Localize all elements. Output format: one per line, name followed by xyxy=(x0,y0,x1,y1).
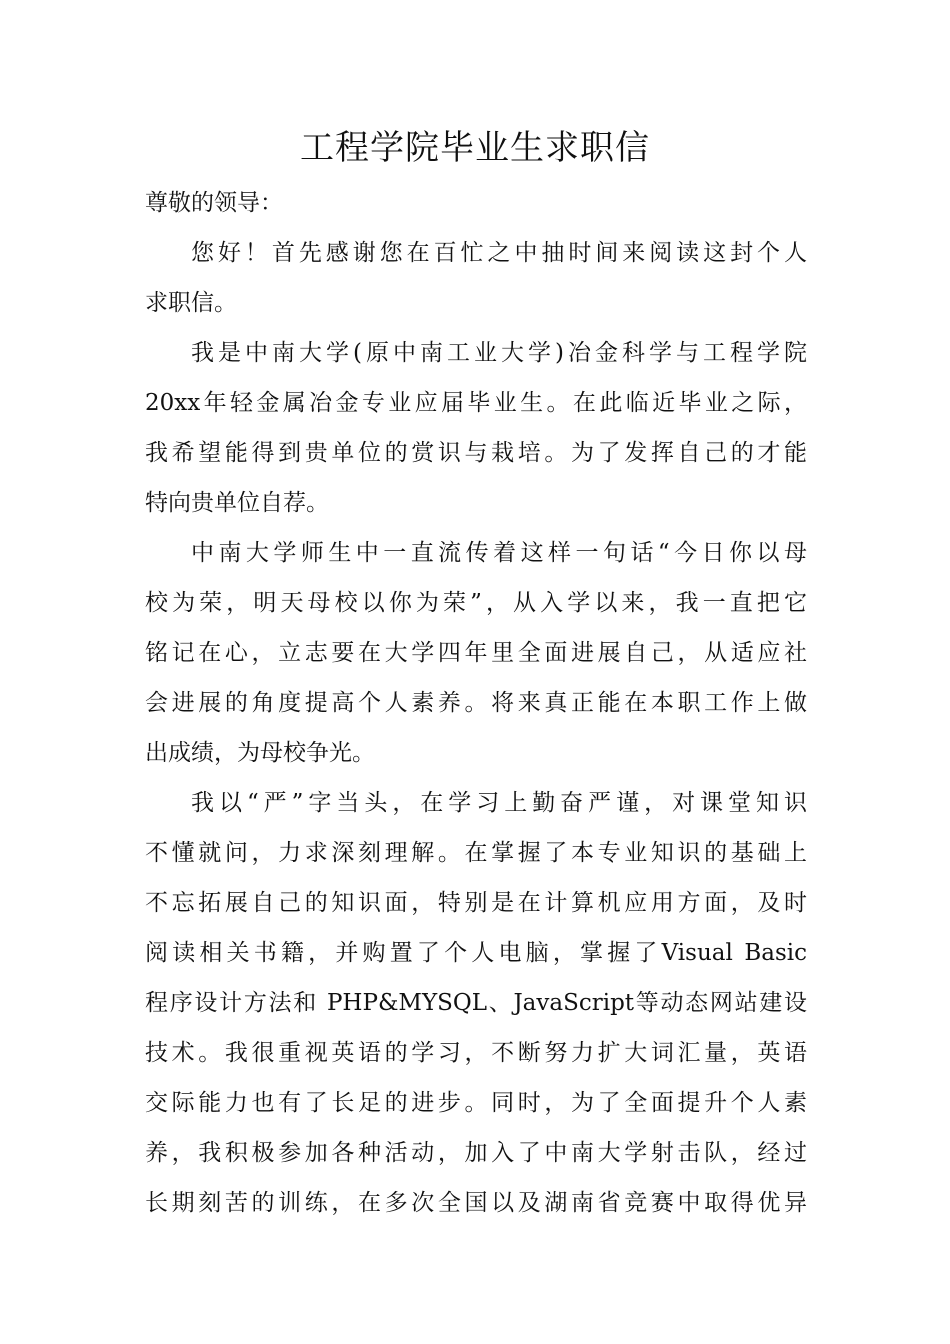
paragraph-study xyxy=(145,778,807,1228)
text-line: 长期刻苦的训练，在多次全国以及湖南省竞赛中取得优异 xyxy=(145,1190,807,1216)
text-line: 不懂就问，力求深刻理解。在掌握了本专业知识的基础上 xyxy=(145,840,807,866)
text-line: 特向贵单位自荐。 xyxy=(145,490,329,516)
text-line: 中南大学师生中一直流传着这样一句话“今日你以母 xyxy=(191,540,807,566)
text-line: 我以“严”字当头，在学习上勤奋严谨，对课堂知识 xyxy=(191,790,807,816)
text-line: 阅读相关书籍，并购置了个人电脑，掌握了Visual Basic xyxy=(145,940,807,966)
text-line: 技术。我很重视英语的学习，不断努力扩大词汇量，英语 xyxy=(145,1040,807,1066)
text-line: 不忘拓展自己的知识面，特别是在计算机应用方面，及时 xyxy=(145,890,807,916)
paragraph-greeting xyxy=(145,228,807,328)
text-line: 我是中南大学(原中南工业大学)冶金科学与工程学院 xyxy=(191,340,807,366)
text-line: 我希望能得到贵单位的赏识与栽培。为了发挥自己的才能 xyxy=(145,440,807,466)
text-line: 20xx年轻金属冶金专业应届毕业生。在此临近毕业之际， xyxy=(145,390,807,416)
text-line: 校为荣，明天母校以你为荣”，从入学以来，我一直把它 xyxy=(145,590,807,616)
text-line: 您好！首先感谢您在百忙之中抽时间来阅读这封个人 xyxy=(191,240,807,266)
text-line: 会进展的角度提高个人素养。将来真正能在本职工作上做 xyxy=(145,690,807,716)
text-line: 养，我积极参加各种活动，加入了中南大学射击队，经过 xyxy=(145,1140,807,1166)
text-line: 求职信。 xyxy=(145,290,237,316)
document-title: 工程学院毕业生求职信 xyxy=(300,128,650,168)
text-line: 出成绩，为母校争光。 xyxy=(145,740,375,766)
letter-body xyxy=(145,178,807,1228)
text-line: 程序设计方法和 PHP&MYSQL、JavaScript等动态网站建设 xyxy=(145,990,807,1016)
text-line: 铭记在心，立志要在大学四年里全面进展自己，从适应社 xyxy=(145,640,807,666)
text-line: 交际能力也有了长足的进步。同时，为了全面提升个人素 xyxy=(145,1090,807,1116)
salutation: 尊敬的领导： xyxy=(145,190,283,216)
paragraph-introduction xyxy=(145,328,807,528)
paragraph-motto xyxy=(145,528,807,778)
